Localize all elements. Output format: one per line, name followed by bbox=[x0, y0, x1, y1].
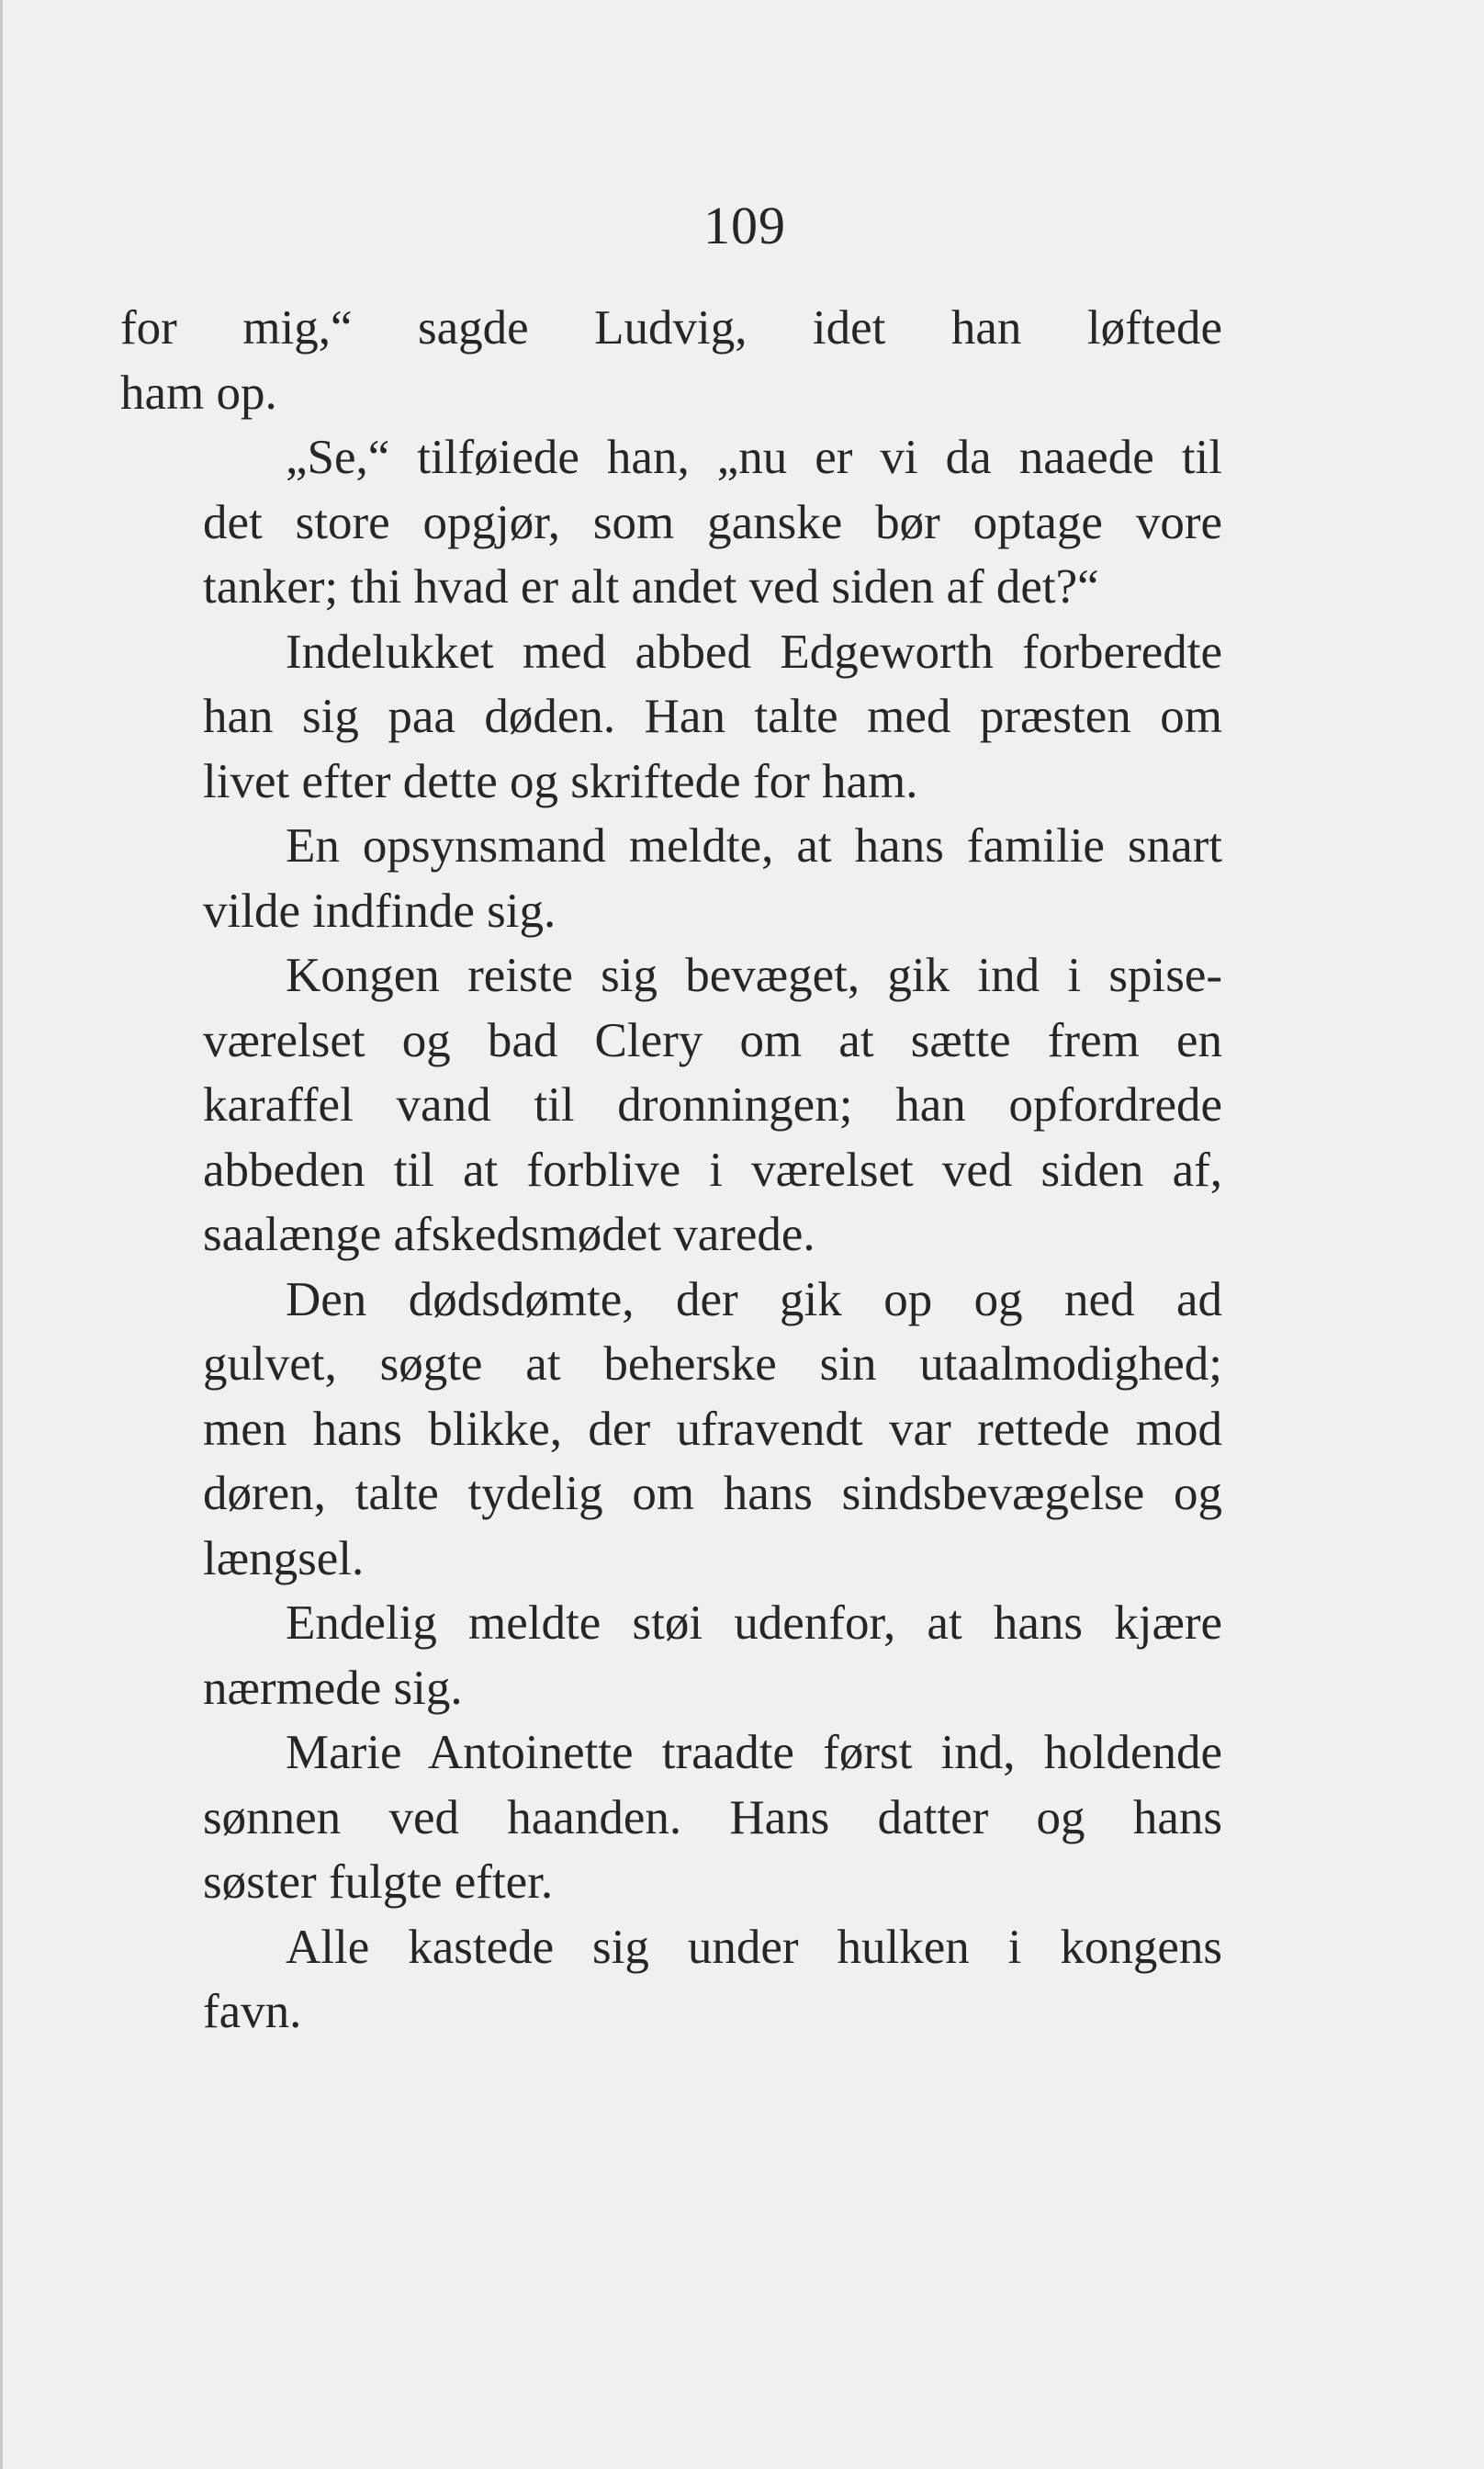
paragraph-5 bbox=[120, 943, 1222, 1268]
paragraph-4 bbox=[120, 814, 1222, 943]
page-text bbox=[120, 296, 1222, 2045]
paragraph-8 bbox=[120, 1720, 1222, 1915]
paragraph-3 bbox=[120, 620, 1222, 815]
text-line: En opsynsmand meldte, at hans familie snart bbox=[286, 819, 1222, 873]
text-line: det store opgjør, som ganske bør optage vore bbox=[203, 495, 1222, 549]
text-line: Marie Antoinette traadte først ind, holdende bbox=[286, 1726, 1222, 1779]
text-line: „Se,“ tilføiede han, „nu er vi da naaede til bbox=[286, 431, 1222, 484]
text-line: længsel. bbox=[203, 1531, 365, 1585]
text-line: gulvet, søgte at beherske sin utaalmodighed; bbox=[203, 1337, 1222, 1391]
text-line: livet efter dette og skriftede for ham. bbox=[203, 754, 918, 808]
text-line: han sig paa døden. Han talte med præsten om bbox=[203, 690, 1222, 743]
text-line: abbeden til at forblive i værelset ved siden af, bbox=[203, 1143, 1222, 1197]
text-line: nærmede sig. bbox=[203, 1661, 463, 1715]
text-line: men hans blikke, der ufravendt var rettede mod bbox=[203, 1402, 1222, 1456]
text-line: karaffel vand til dronningen; han opfordrede bbox=[203, 1078, 1222, 1132]
text-line: Kongen reiste sig bevæget, gik ind i spise- bbox=[286, 949, 1222, 1002]
paragraph-9 bbox=[120, 1915, 1222, 2045]
text-line: tanker; thi hvad er alt andet ved siden af det?“ bbox=[203, 560, 1099, 614]
paragraph-6 bbox=[120, 1268, 1222, 1592]
text-line: Endelig meldte støi udenfor, at hans kjære bbox=[286, 1596, 1222, 1650]
text-line: værelset og bad Clery om at sætte frem en bbox=[203, 1013, 1222, 1067]
paragraph-2 bbox=[120, 425, 1222, 620]
text-line: Alle kastede sig under hulken i kongens bbox=[286, 1920, 1222, 1974]
text-line: Den dødsdømte, der gik op og ned ad bbox=[286, 1272, 1222, 1326]
text-line: saalænge afskedsmødet varede. bbox=[203, 1208, 815, 1261]
text-line: sønnen ved haanden. Hans datter og hans bbox=[203, 1790, 1222, 1844]
text-line: Indelukket med abbed Edgeworth forberedte bbox=[286, 625, 1222, 679]
paragraph-7 bbox=[120, 1591, 1222, 1720]
text-line: for mig,“ sagde Ludvig, idet han løftede bbox=[120, 301, 1222, 355]
text-line: favn. bbox=[203, 1985, 302, 2038]
text-line: ham op. bbox=[120, 366, 277, 420]
text-line: døren, talte tydelig om hans sindsbevægelse og bbox=[203, 1467, 1222, 1520]
text-line: vilde indfinde sig. bbox=[203, 884, 556, 938]
paragraph-1 bbox=[120, 296, 1222, 425]
text-line: søster fulgte efter. bbox=[203, 1855, 554, 1909]
page-number: 109 bbox=[703, 196, 786, 255]
